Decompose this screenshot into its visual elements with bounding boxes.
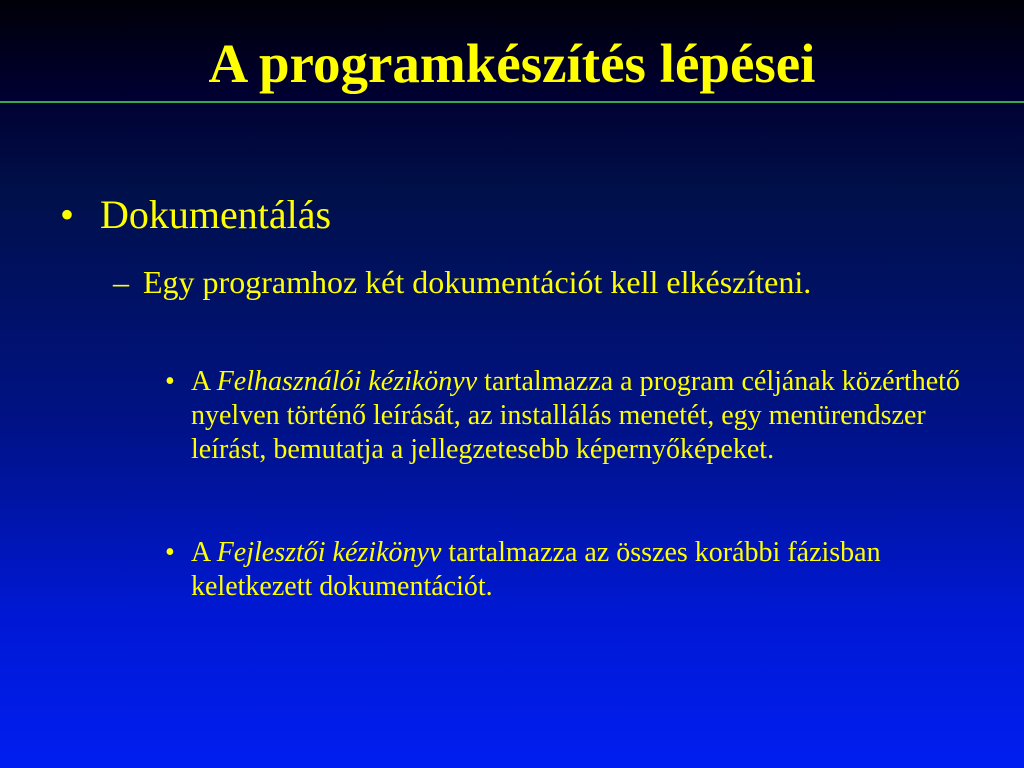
bullet-marker: • xyxy=(60,192,75,237)
emphasized-term: Felhasználói kézikönyv xyxy=(216,366,478,397)
subbullet-dokumentaciok xyxy=(113,262,863,302)
bullet-dokumentalas xyxy=(60,190,960,240)
title-divider xyxy=(0,101,1024,103)
dash-marker: – xyxy=(113,264,129,300)
bullet-suffix: tartalmazza az összes korábbi fázisban keletkezett dokumentációt. xyxy=(191,537,881,602)
bullet-suffix: tartalmazza a program céljának közérthető nyelven történő leírását, az installálás menetét, egy menürendszer leírást, bemutatja a jellegzetesebb képernyőképeket. xyxy=(191,366,960,465)
bullet-marker: • xyxy=(165,366,175,397)
bullet-prefix: A xyxy=(191,537,217,568)
bullet-text: Dokumentálás xyxy=(100,192,332,237)
bullet-prefix: A xyxy=(191,366,217,397)
emphasized-term: Fejlesztői kézikönyv xyxy=(216,537,442,568)
bullet-marker: • xyxy=(165,537,175,568)
subsubbullet-fejlesztoi-kezikonyv xyxy=(165,536,966,604)
subsubbullet-felhasznaloi-kezikonyv xyxy=(165,365,966,467)
subbullet-text: Egy programhoz két dokumentációt kell elkészíteni. xyxy=(143,264,812,300)
slide-title: A programkészítés lépései xyxy=(208,33,816,94)
